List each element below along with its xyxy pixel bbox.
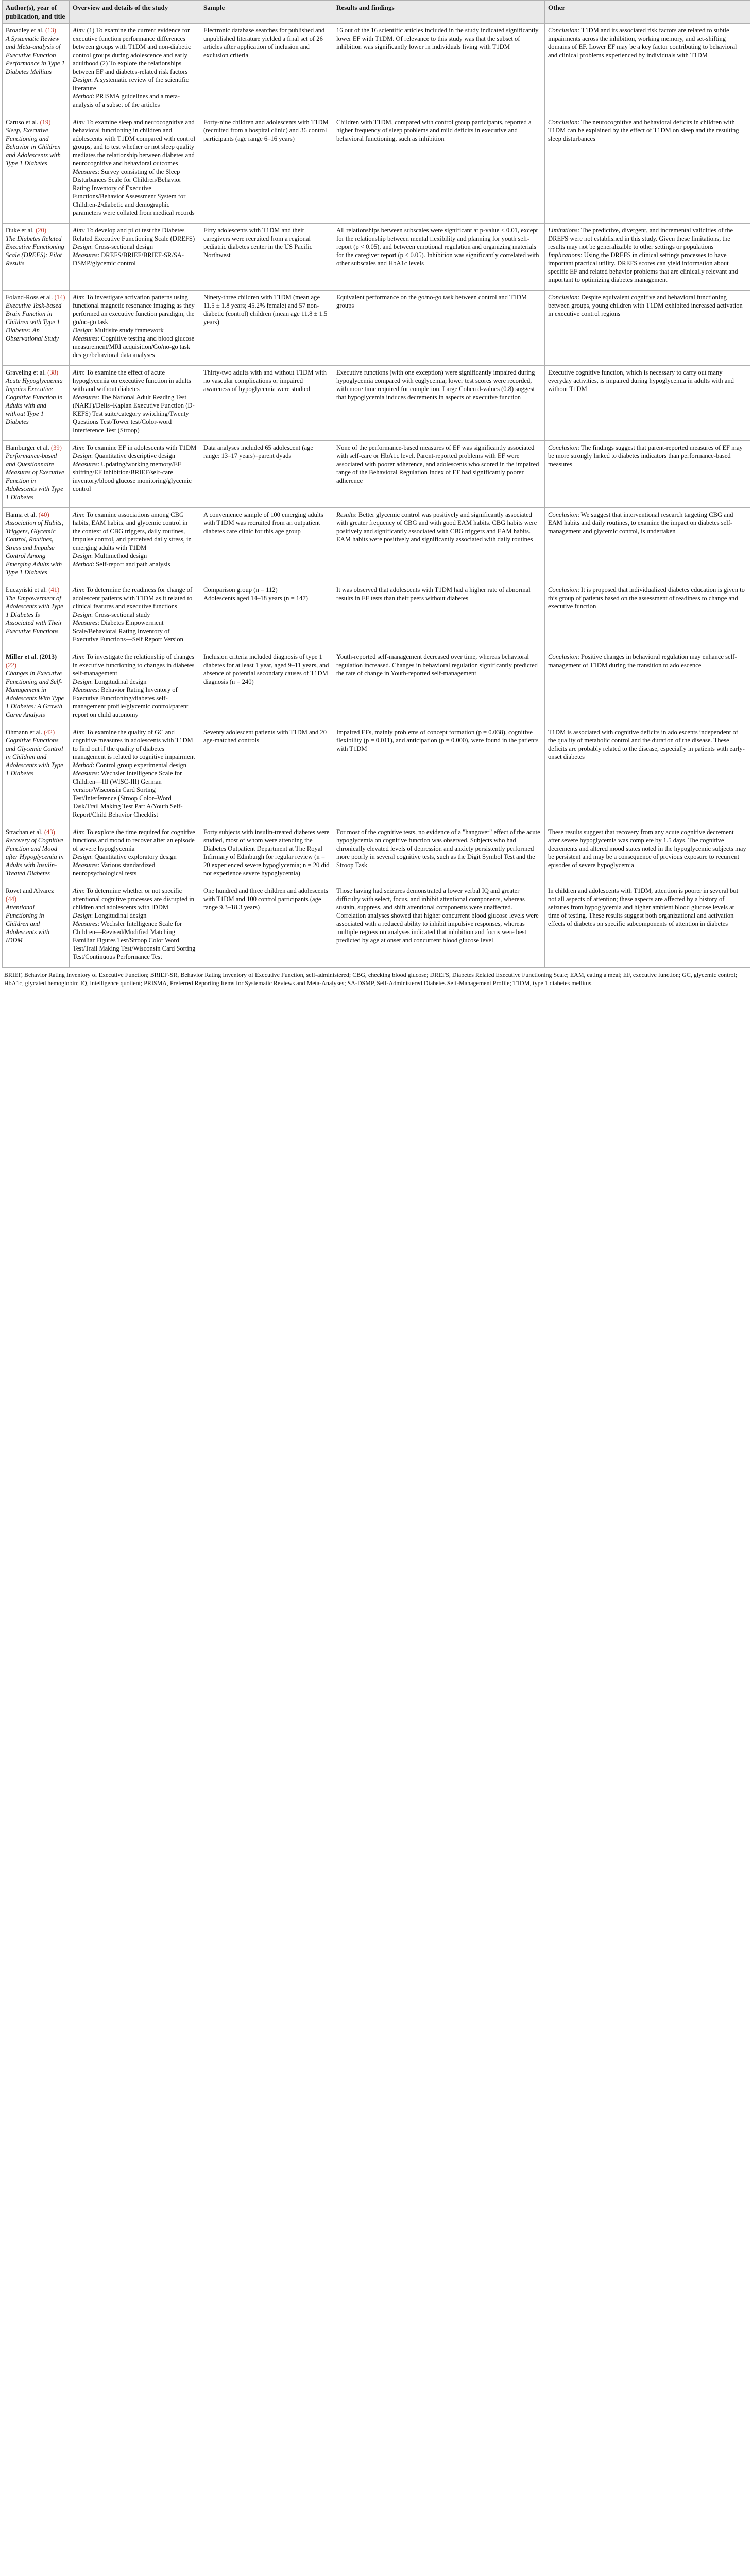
overview-cell bbox=[70, 441, 200, 508]
other-text: T1DM is associated with cognitive deficits in adolescents independent of the quality of metabolic control and the duration of the disease. These deficits are probably related to the disease, especially in patients with early-onset diabetes bbox=[548, 728, 745, 760]
overview-label: Measures bbox=[73, 335, 98, 342]
overview-item bbox=[73, 769, 197, 819]
sample-cell bbox=[200, 441, 333, 508]
sample-text: Electronic database searches for published and unpublished literature yielded a final set of 26 articles after application of inclusion and exclusion criteria bbox=[203, 27, 325, 59]
sample-text: Comparison group (n = 112) Adolescents aged 14–18 years (n = 147) bbox=[203, 586, 308, 602]
results-cell bbox=[333, 366, 545, 441]
overview-label: Design bbox=[73, 76, 91, 83]
overview-label: Design bbox=[73, 452, 91, 460]
overview-item bbox=[73, 887, 197, 911]
reference-link[interactable]: (20) bbox=[36, 227, 47, 234]
other-cell bbox=[545, 825, 750, 884]
overview-label: Measures bbox=[73, 168, 98, 175]
overview-item bbox=[73, 861, 197, 877]
author-name: Duke et al. bbox=[6, 227, 34, 234]
study-title: Recovery of Cognitive Function and Mood after Hypoglycemia in Adults with Insulin-Treated Diabetes bbox=[6, 837, 64, 877]
overview-cell bbox=[70, 224, 200, 291]
author-cell bbox=[3, 441, 70, 508]
other-label: Conclusion bbox=[548, 653, 578, 660]
other-cell bbox=[545, 24, 750, 115]
overview-item bbox=[73, 586, 197, 611]
overview-text: : Multimethod design bbox=[91, 552, 147, 560]
results-text: : Better glycemic control was positively and significantly associated with greater frequency of CBG and with good EAM habits. CBG habits were positively and significantly associated with CBG triggers and EAM habits. EAM habits were positively and significantly associated with daily routines bbox=[336, 511, 537, 543]
overview-item bbox=[73, 828, 197, 853]
author-cell bbox=[3, 366, 70, 441]
other-item bbox=[548, 511, 747, 535]
other-item bbox=[548, 226, 747, 251]
overview-text: : Wechsler Intelligence Scale for Children—III (WISC-III) German version/Wisconsin Card Sorting Test/Interference (Stroop Color–Word Task/Trail Making Test Part A/Youth Self-Report/Child Behavior Checklist bbox=[73, 770, 183, 818]
overview-text: : Cross-sectional design bbox=[91, 243, 153, 250]
overview-label: Measures bbox=[73, 461, 98, 468]
reference-link[interactable]: (19) bbox=[40, 118, 51, 126]
sample-text: Thirty-two adults with and without T1DM with no vascular complications or impaired awareness of hypoglycemia were studied bbox=[203, 369, 327, 393]
table-row bbox=[3, 508, 750, 583]
other-text: T1DM and its associated risk factors are related to subtle impairments across the inhibition, working memory, and set-shifting domains of EF. Lower EF may be a key factor contributing to behavioral and clinical problems experienced by individuals with T1DM bbox=[548, 27, 737, 59]
overview-item bbox=[73, 761, 197, 769]
study-title: Executive Task-based Brain Function in Children with Type 1 Diabetes: An Observational Study bbox=[6, 302, 62, 342]
results-cell bbox=[333, 650, 545, 725]
other-item bbox=[548, 444, 747, 468]
other-cell bbox=[545, 884, 750, 968]
table-row bbox=[3, 224, 750, 291]
overview-text: : To examine EF in adolescents with T1DM bbox=[83, 444, 197, 451]
results-text: Impaired EFs, mainly problems of concept formation (p = 0.038), cognitive flexibility (p = 0.011), and anticipation (p = 0.000), were found in the patients with T1DM bbox=[336, 728, 539, 752]
overview-item bbox=[73, 619, 197, 643]
other-item bbox=[548, 118, 747, 143]
overview-text: : To determine the readiness for change of adolescent patients with T1DM as it related to clinical features and executive functions bbox=[73, 586, 193, 610]
header-other: Other bbox=[545, 1, 750, 24]
results-text: Those having had seizures demonstrated a lower verbal IQ and greater difficulty with select, focus, and inhibit attentional components, whereas sustain, suppress, and shift attentional components were unaffected. Correlation analyses showed that higher concurrent blood glucose levels were associated with a reduced ability to inhibit impulsive responses, whereas multiple regression analyses indicated that inhibition and focus were best predicted by age at onset and concurrent blood glucose level bbox=[336, 887, 539, 944]
overview-text: : Self-report and path analysis bbox=[92, 561, 170, 568]
sample-cell bbox=[200, 650, 333, 725]
overview-text: : To examine the effect of acute hypoglycemia on executive function in adults with and without diabetes bbox=[73, 369, 191, 393]
other-label: Conclusion bbox=[548, 444, 578, 451]
table-footnote: BRIEF, Behavior Rating Inventory of Executive Function; BRIEF-SR, Behavior Rating Inventory of Executive Function, self-administered; CBG, checking blood glucose; DREFS, Diabetes Related Executive Functioning Scale; EAM, eating a meal; EF, executive function; GC, glycemic control; HbA1c, glycated hemoglobin; IQ, intelligence quotient; PRISMA, Preferred Reporting Items for Systematic Reviews and Meta-Analyses; SA-DSMP, Self-Administered Diabetes Self-Management Profile; T1DM, type 1 diabetes mellitus. bbox=[4, 971, 738, 987]
overview-label: Aim bbox=[73, 586, 83, 594]
table-row bbox=[3, 583, 750, 650]
overview-label: Measures bbox=[73, 861, 98, 869]
results-cell bbox=[333, 884, 545, 968]
other-label: Implications bbox=[548, 251, 580, 259]
results-cell bbox=[333, 583, 545, 650]
overview-label: Aim bbox=[73, 294, 83, 301]
sample-text: A convenience sample of 100 emerging adults with T1DM was recruited from an outpatient diabetes care clinic for this age group bbox=[203, 511, 323, 535]
author-name: Miller et al. (2013) bbox=[6, 653, 57, 660]
overview-label: Aim: bbox=[73, 118, 86, 126]
overview-label: Method bbox=[73, 761, 93, 769]
results-cell bbox=[333, 725, 545, 825]
author-cell bbox=[3, 508, 70, 583]
author-cell bbox=[3, 291, 70, 366]
sample-cell bbox=[200, 24, 333, 115]
table-header-row bbox=[3, 1, 750, 24]
sample-cell bbox=[200, 583, 333, 650]
overview-cell bbox=[70, 825, 200, 884]
overview-label: Aim bbox=[73, 511, 83, 518]
sample-cell bbox=[200, 725, 333, 825]
overview-label: Design bbox=[73, 327, 91, 334]
results-text: It was observed that adolescents with T1DM had a higher rate of abnormal results in EF tests than their peers without diabetes bbox=[336, 586, 531, 602]
table-row bbox=[3, 24, 750, 115]
results-text: Youth-reported self-management decreased over time, whereas behavioral regulation increased. Changes in behavioral regulation significantly predicted the rate of change in Youth-reported self-management bbox=[336, 653, 538, 677]
other-text: : The findings suggest that parent-reported measures of EF may be more strongly linked to diabetes indicators than performance-based measures bbox=[548, 444, 743, 468]
overview-item bbox=[73, 653, 197, 677]
other-cell bbox=[545, 725, 750, 825]
overview-cell bbox=[70, 650, 200, 725]
overview-text: : To examine the quality of GC and cognitive measures in adolescents with T1DM to find out if the quality of diabetes management is related to cognitive impairment bbox=[73, 728, 195, 760]
reference-link[interactable]: (39) bbox=[50, 444, 62, 451]
overview-item bbox=[73, 677, 197, 686]
sample-text: Inclusion criteria included diagnosis of type 1 diabetes for at least 1 year, aged 9–11 years, and absence of potential secondary causes of T1DM diagnosis (n = 240) bbox=[203, 653, 329, 685]
overview-item bbox=[73, 560, 197, 568]
overview-item bbox=[73, 920, 197, 961]
reference-link[interactable]: (38) bbox=[47, 369, 59, 376]
header-overview: Overview and details of the study bbox=[70, 1, 200, 24]
results-cell bbox=[333, 24, 545, 115]
overview-label: Measures bbox=[73, 686, 98, 693]
overview-text: To develop and pilot test the Diabetes Related Executive Functioning Scale (DREFS) bbox=[73, 227, 195, 242]
author-cell bbox=[3, 115, 70, 224]
results-cell bbox=[333, 291, 545, 366]
results-label: Results bbox=[336, 511, 355, 518]
reference-link[interactable]: (44) bbox=[6, 895, 16, 903]
other-cell bbox=[545, 224, 750, 291]
reference-link[interactable]: (41) bbox=[48, 586, 60, 594]
other-text: : Using the DREFS in clinical settings processes to have important practical utility. DREFS scores can yield information about specific EF and related behavior problems that are clinically relevant and important to optimizing diabetes management bbox=[548, 251, 738, 283]
author-cell bbox=[3, 24, 70, 115]
reference-link[interactable]: (14) bbox=[54, 294, 65, 301]
other-text: These results suggest that recovery from any acute cognitive decrement after severe hypoglycemia was complete by 1.5 days. The cognitive decrements and altered mood states noted in the hypoglycemic subjects may be persistent and may be a consequence of previous exposure to recurrent episodes of severe hypoglycemia bbox=[548, 828, 746, 869]
sample-cell bbox=[200, 508, 333, 583]
overview-item bbox=[73, 611, 197, 619]
overview-text: : Various standardized neuropsychological tests bbox=[73, 861, 156, 877]
overview-text: : Longitudinal design bbox=[91, 678, 147, 685]
overview-label: Aim bbox=[73, 653, 83, 660]
study-title: The Diabetes Related Executive Functioning Scale (DREFS): Pilot Results bbox=[6, 235, 64, 267]
overview-item bbox=[73, 92, 197, 109]
sample-text: Forty-nine children and adolescents with T1DM (recruited from a hospital clinic) and 36 control participants (age range 6–16 years) bbox=[203, 118, 329, 142]
table-row bbox=[3, 366, 750, 441]
overview-label: Measures bbox=[73, 619, 98, 626]
header-sample: Sample bbox=[200, 1, 333, 24]
results-text: Children with T1DM, compared with control group participants, reported a higher frequency of sleep problems and mild deficits in executive and behavioral functioning, such as inhibition bbox=[336, 118, 532, 142]
author-cell bbox=[3, 224, 70, 291]
other-text: Executive cognitive function, which is necessary to carry out many everyday activities, is impaired during hypoglycemia in adults with and without T1DM bbox=[548, 369, 734, 393]
other-label: Conclusion: bbox=[548, 27, 580, 34]
overview-text: : Cognitive testing and blood glucose measurement/MRI acquisition/Go/no-go task design/behavioral data analyses bbox=[73, 335, 195, 359]
overview-text: : To determine whether or not specific attentional cognitive processes are disrupted in children and adolescents with IDDM bbox=[73, 887, 195, 911]
overview-item bbox=[73, 511, 197, 552]
sample-cell bbox=[200, 224, 333, 291]
reference-link[interactable]: (40) bbox=[38, 511, 49, 518]
sample-cell bbox=[200, 884, 333, 968]
reference-link[interactable]: (13) bbox=[45, 27, 56, 34]
overview-text: : A systematic review of the scientific literature bbox=[73, 76, 189, 92]
document-page bbox=[0, 0, 752, 989]
other-label: Conclusion bbox=[548, 294, 578, 301]
other-cell bbox=[545, 583, 750, 650]
overview-cell bbox=[70, 366, 200, 441]
overview-text: : To explore the time required for cognitive functions and mood to recover after an episode of severe hypoglycemia bbox=[73, 828, 195, 852]
sample-cell bbox=[200, 366, 333, 441]
other-label: Conclusion bbox=[548, 118, 578, 126]
overview-item bbox=[73, 293, 197, 326]
other-cell bbox=[545, 366, 750, 441]
sample-text: One hundred and three children and adolescents with T1DM and 100 control participants (age range 9.3–18.3 years) bbox=[203, 887, 328, 911]
other-text: : The neurocognitive and behavioral deficits in children with T1DM can be explained by the effect of T1DM on sleep and the resulting sleep disturbances bbox=[548, 118, 739, 142]
overview-item bbox=[73, 686, 197, 719]
author-cell bbox=[3, 583, 70, 650]
overview-label: Design bbox=[73, 552, 91, 560]
other-item bbox=[548, 293, 747, 318]
author-name: Hanna et al. bbox=[6, 511, 37, 518]
literature-review-table bbox=[2, 0, 750, 968]
overview-item bbox=[73, 326, 197, 334]
results-text: 16 out of the 16 scientific articles included in the study indicated significantly lower EF with T1DM. Of relevance to this study was that the subset of inhibition was significantly lower in individuals living with T1DM bbox=[336, 27, 539, 50]
other-cell bbox=[545, 650, 750, 725]
author-name: Ohmann et al. bbox=[6, 728, 42, 736]
other-item bbox=[548, 828, 747, 869]
overview-item bbox=[73, 444, 197, 452]
overview-label: Aim bbox=[73, 728, 83, 736]
table-body bbox=[3, 24, 750, 968]
overview-item bbox=[73, 911, 197, 920]
study-title: Sleep, Executive Functioning and Behavior in Children and Adolescents with Type 1 Diabetes bbox=[6, 127, 61, 167]
overview-text: : DREFS/BRIEF/BRIEF-SR/SA-DSMP/glycemic control bbox=[73, 251, 184, 267]
results-text: For most of the cognitive tests, no evidence of a "hangover" effect of the acute hypoglycemia on cognitive function was observed. Subjects who had chronically elevated levels of depression and anxiety persistently performed more poorly in several cognitive tests, such as the Digit Symbol Test and the Stroop Task bbox=[336, 828, 540, 869]
author-name: Graveling et al. bbox=[6, 369, 46, 376]
overview-item bbox=[73, 76, 197, 92]
overview-cell bbox=[70, 884, 200, 968]
overview-item bbox=[73, 251, 197, 267]
overview-label: Aim bbox=[73, 444, 83, 451]
overview-text: : Diabetes Empowerment Scale/Behavioral Rating Inventory of Executive Functions—Self Report Version bbox=[73, 619, 183, 643]
overview-cell bbox=[70, 291, 200, 366]
other-item bbox=[548, 26, 747, 59]
header-author: Author(s), year of publication, and title bbox=[3, 1, 70, 24]
other-text: : Despite equivalent cognitive and behavioral functioning between groups, young children with T1DM exhibited increased activation in executive control regions bbox=[548, 294, 743, 317]
overview-text: : Quantitative exploratory design bbox=[91, 853, 177, 860]
overview-label: Design bbox=[73, 243, 91, 250]
other-item bbox=[548, 887, 747, 928]
author-name: Strachan et al. bbox=[6, 828, 43, 836]
overview-label: Aim bbox=[73, 887, 83, 894]
other-item bbox=[548, 368, 747, 393]
overview-item bbox=[73, 368, 197, 393]
reference-link[interactable]: (42) bbox=[44, 728, 55, 736]
overview-item bbox=[73, 118, 197, 167]
sample-cell bbox=[200, 115, 333, 224]
other-item bbox=[548, 251, 747, 284]
overview-label: Aim bbox=[73, 828, 83, 836]
table-row bbox=[3, 650, 750, 725]
overview-cell bbox=[70, 508, 200, 583]
other-label: Conclusion bbox=[548, 511, 578, 518]
overview-item bbox=[73, 552, 197, 560]
overview-text: : Control group experimental design bbox=[92, 761, 187, 769]
overview-label: Aim: bbox=[73, 227, 86, 234]
other-label: Conclusion bbox=[548, 586, 578, 594]
reference-link[interactable]: (22) bbox=[6, 662, 16, 669]
overview-item bbox=[73, 853, 197, 861]
other-label: Limitations bbox=[548, 227, 578, 234]
author-name: Hamburger et al. bbox=[6, 444, 49, 451]
table-row bbox=[3, 884, 750, 968]
overview-label: Design bbox=[73, 912, 91, 919]
results-text: All relationships between subscales were significant at p-value < 0.01, except for the relationship between mental flexibility and planning for youth self-report (p < 0.05), and between emotional regulation and organizing materials for the caregiver report (p < 0.05). Inhibition was significantly correlated with other subscales and HbA1c levels bbox=[336, 227, 539, 267]
overview-text: : To investigate the relationship of changes in executive functioning to changes in diabetes self-management bbox=[73, 653, 195, 677]
sample-cell bbox=[200, 825, 333, 884]
table-row bbox=[3, 725, 750, 825]
overview-label: Measures bbox=[73, 920, 98, 927]
table-row bbox=[3, 115, 750, 224]
overview-item bbox=[73, 460, 197, 493]
overview-label: Method bbox=[73, 561, 93, 568]
other-text: In children and adolescents with T1DM, attention is poorer in several but not all aspects of attention; these aspects are affected by a history of seizures from hypoglycemia and higher ambient blood glucose levels at time of testing. These results suggest both organizational and activation effects of diabetes on specific subcomponents of attention in diabetes bbox=[548, 887, 739, 927]
overview-label: Design bbox=[73, 611, 91, 618]
study-title: Acute Hypoglycaemia Impairs Executive Cognitive Function in Adults with and without Type 1 Diabetes bbox=[6, 377, 63, 426]
author-cell bbox=[3, 825, 70, 884]
overview-text: (1) To examine the current evidence for executive function performance differences between groups with T1DM and non-diabetic control groups during adolescence and early adulthood (2) To explore the relationships between EF and diabetes-related risk factors bbox=[73, 27, 191, 75]
author-name: Łuczyński et al. bbox=[6, 586, 47, 594]
overview-label: Method bbox=[73, 93, 93, 100]
overview-label: Measures bbox=[73, 251, 98, 259]
overview-cell bbox=[70, 24, 200, 115]
sample-text: Data analyses included 65 adolescent (age range: 13–17 years)–parent dyads bbox=[203, 444, 313, 460]
results-text: None of the performance-based measures of EF was significantly associated with self-care or HbA1c level. Parent-reported problems with EF were associated with poorer adherence, and adolescents who scored in the impaired range of the Behavioral Regulation Index of EF had significantly poorer adherence bbox=[336, 444, 539, 484]
author-name: Caruso et al. bbox=[6, 118, 39, 126]
author-cell bbox=[3, 725, 70, 825]
study-title: Association of Habits, Triggers, Glycemic Control, Routines, Stress and Impulse Control Among Emerging Adults with Type 1 Diabetes bbox=[6, 519, 63, 576]
overview-cell bbox=[70, 115, 200, 224]
other-text: : It is proposed that individualized diabetes education is given to this group of patients based on the assessment of readiness to change and executive function bbox=[548, 586, 745, 610]
overview-label: Measures bbox=[73, 394, 98, 401]
other-cell bbox=[545, 291, 750, 366]
sample-text: Forty subjects with insulin-treated diabetes were studied, most of whom were attending the Diabetes Outpatient Department at The Royal Infirmary of Edinburgh for regular review (n = 20 experienced severe hypoglycemia; n = 20 did not experience severe hypoglycemia) bbox=[203, 828, 330, 877]
overview-item bbox=[73, 243, 197, 251]
study-title: Performance-based and Questionnaire Measures of Executive Function in Adolescents with Type 1 Diabetes bbox=[6, 452, 64, 501]
other-text: : We suggest that interventional research targeting CBG and EAM habits and daily routines, to examine the impact on diabetes self-management and glycemic control, is undertaken bbox=[548, 511, 733, 535]
study-title: The Empowerment of Adolescents with Type 1 Diabetes Is Associated with Their Executive Functions bbox=[6, 595, 63, 635]
overview-text: : Behavior Rating Inventory of Executive Functioning/diabetes self-management profile/glycemic control/parent report on child autonomy bbox=[73, 686, 189, 718]
study-title: Cognitive Functions and Glycemic Control in Children and Adolescents with Type 1 Diabetes bbox=[6, 737, 63, 777]
overview-text: : Wechsler Intelligence Scale for Children—Revised/Modified Matching Familiar Figures Test/Stroop Color Word Test/Trail Making Test/Wisconsin Card Sorting Test/Continuous Performance Test bbox=[73, 920, 196, 960]
author-cell bbox=[3, 650, 70, 725]
study-title: Changes in Executive Functioning and Self-Management in Adolescents With Type 1 Diabetes: A Growth Curve Analysis bbox=[6, 670, 64, 718]
sample-text: Seventy adolescent patients with T1DM and 20 age-matched controls bbox=[203, 728, 327, 744]
overview-text: : To examine associations among CBG habits, EAM habits, and glycemic control in the context of CBG triggers, daily routines, impulse control, and perceived daily stress, in emerging adults with T1DM bbox=[73, 511, 192, 551]
other-item bbox=[548, 586, 747, 611]
overview-text: : The National Adult Reading Test (NART)/Delis–Kaplan Executive Function (D-KEFS) Test suite/category switching/Twenty Questions Test/Tower test/Color-word Interference Test (Stroop) bbox=[73, 394, 195, 434]
overview-text: : To investigate activation patterns using functional magnetic resonance imaging as they performed an executive function paradigm, the go/no-go task bbox=[73, 294, 195, 326]
study-title: A Systematic Review and Meta-analysis of Executive Function Performance in Type 1 Diabetes Mellitus bbox=[6, 35, 65, 75]
table-row bbox=[3, 825, 750, 884]
other-item bbox=[548, 728, 747, 761]
overview-item bbox=[73, 167, 197, 217]
overview-text: : Longitudinal design bbox=[91, 912, 147, 919]
results-text: Equivalent performance on the go/no-go task between control and T1DM groups bbox=[336, 294, 527, 309]
author-name: Foland-Ross et al. bbox=[6, 294, 53, 301]
sample-cell bbox=[200, 291, 333, 366]
overview-cell bbox=[70, 725, 200, 825]
results-cell bbox=[333, 508, 545, 583]
author-name: Rovet and Alvarez bbox=[6, 887, 54, 894]
sample-text: Fifty adolescents with T1DM and their caregivers were recruited from a regional pediatric diabetes center in the US Pacific Northwest bbox=[203, 227, 313, 259]
results-text: Executive functions (with one exception) were significantly impaired during hypoglycemia compared with euglycemia; lower test scores were recorded, with more time required for completion. Large Cohen d-values (0.8) suggest that hypoglycemia induces decrements in aspects of executive function bbox=[336, 369, 535, 401]
overview-text: : Cross-sectional study bbox=[91, 611, 150, 618]
overview-label: Measures bbox=[73, 770, 98, 777]
overview-label: Design bbox=[73, 678, 91, 685]
author-cell bbox=[3, 884, 70, 968]
author-name: Broadley et al. bbox=[6, 27, 44, 34]
results-cell bbox=[333, 825, 545, 884]
overview-label: Aim bbox=[73, 369, 83, 376]
results-cell bbox=[333, 441, 545, 508]
results-cell bbox=[333, 224, 545, 291]
overview-text: : Quantitative descriptive design bbox=[91, 452, 176, 460]
overview-item bbox=[73, 226, 197, 243]
overview-cell bbox=[70, 583, 200, 650]
overview-item bbox=[73, 26, 197, 76]
overview-item bbox=[73, 728, 197, 761]
overview-text: To examine sleep and neurocognitive and behavioral functioning in children and adolescents with T1DM compared with control groups, and to test whether or not sleep quality mediates the relationship between diabetes and neurocognitive and behavioral outcomes bbox=[73, 118, 195, 167]
table-row bbox=[3, 441, 750, 508]
other-text: : The predictive, divergent, and incremental validities of the DREFS were not established in this study. Given these limitations, the results may not be generalizable to other settings or populations bbox=[548, 227, 733, 250]
other-cell bbox=[545, 115, 750, 224]
overview-item bbox=[73, 334, 197, 359]
study-title: Attentional Functioning in Children and Adolescents with IDDM bbox=[6, 904, 49, 944]
overview-text: : PRISMA guidelines and a meta-analysis of a subset of the articles bbox=[73, 93, 180, 108]
overview-text: : Updating/working memory/EF shifting/EF inhibition/BRIEF/self-care inventory/blood glucose monitoring/glycemic control bbox=[73, 461, 192, 493]
overview-label: Aim: bbox=[73, 27, 86, 34]
sample-text: Ninety-three children with T1DM (mean age 11.5 ± 1.8 years; 45.2% female) and 57 non-diabetic (control) children (mean age 11.8 ± 1.5 years) bbox=[203, 294, 328, 326]
header-results: Results and findings bbox=[333, 1, 545, 24]
other-text: : Positive changes in behavioral regulation may enhance self-management of T1DM during the transition to adolescence bbox=[548, 653, 737, 669]
other-cell bbox=[545, 441, 750, 508]
other-item bbox=[548, 653, 747, 669]
other-cell bbox=[545, 508, 750, 583]
overview-label: Design bbox=[73, 853, 91, 860]
overview-text: : Multisite study framework bbox=[91, 327, 164, 334]
table-row bbox=[3, 291, 750, 366]
results-cell bbox=[333, 115, 545, 224]
overview-item bbox=[73, 452, 197, 460]
overview-text: : Survey consisting of the Sleep Disturbances Scale for Children/Behavior Rating Inventory of Executive Functions/Behavior Assessment System for Children-2/diabetic and demographic parameters were collated from medical records bbox=[73, 168, 195, 216]
overview-item bbox=[73, 393, 197, 434]
reference-link[interactable]: (43) bbox=[44, 828, 55, 836]
